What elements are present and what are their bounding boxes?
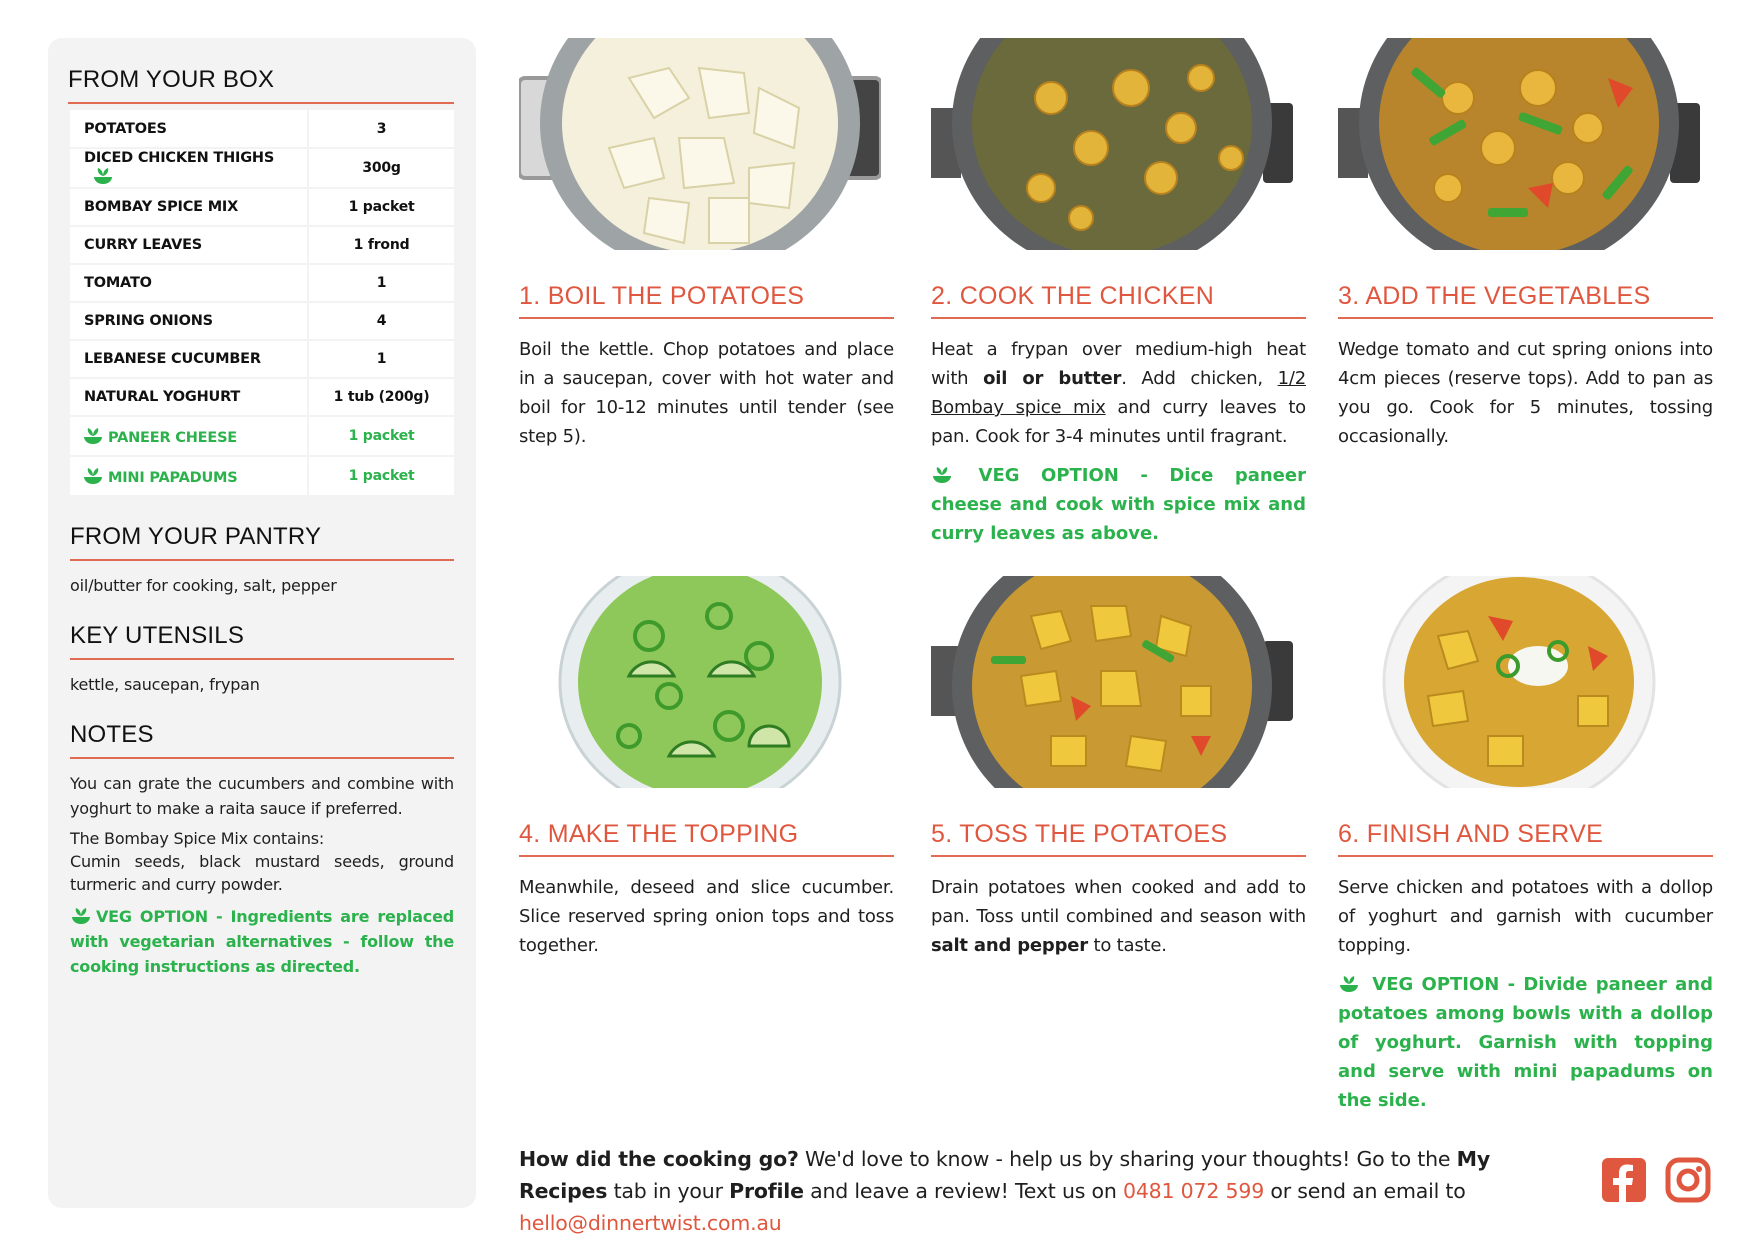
notes-veg-text: VEG OPTION - Ingredients are replaced with vegetarian alternatives - follow the cooking instructions as directed. <box>70 907 454 976</box>
ingredient-name <box>70 188 308 226</box>
step-3-photo <box>1338 38 1700 250</box>
veg-leaf-icon <box>931 465 953 485</box>
ingredient-qty: 1 packet <box>308 188 454 226</box>
step-6-body: Serve chicken and potatoes with a dollop of yoghurt and garnish with cucumber topping. <box>1338 877 1713 956</box>
step-2-veg-option <box>931 461 1306 548</box>
footer-question: How did the cooking go? <box>519 1147 799 1171</box>
ingredient-name <box>70 340 308 378</box>
ingredient-qty: 1 packet <box>308 456 454 496</box>
veg-leaf-icon <box>82 466 104 486</box>
step-5-text-b: to taste. <box>1087 935 1167 956</box>
ingredient-name-text: CURRY LEAVES <box>84 237 203 253</box>
footer-text-2: tab in your <box>607 1179 730 1203</box>
box-heading: FROM YOUR BOX <box>68 66 454 104</box>
ingredient-row <box>70 456 454 496</box>
ingredient-qty: 1 frond <box>308 226 454 264</box>
pantry-heading: FROM YOUR PANTRY <box>70 523 454 561</box>
footer-text-3: and leave a review! Text us on <box>803 1179 1123 1203</box>
ingredient-name-text: TOMATO <box>84 275 152 291</box>
ingredient-qty: 1 tub (200g) <box>308 378 454 416</box>
step-1-title: 1. BOIL THE POTATOES <box>519 282 894 319</box>
step-2-text-b: . Add chicken, <box>1121 368 1278 389</box>
facebook-icon[interactable] <box>1601 1157 1647 1203</box>
ingredient-name <box>70 416 308 456</box>
ingredient-qty: 3 <box>308 110 454 148</box>
pantry-text: oil/butter for cooking, salt, pepper <box>70 576 337 595</box>
ingredient-name <box>70 302 308 340</box>
footer-my-recipes: My Recipes <box>519 1147 1491 1203</box>
step-2 <box>931 38 1306 548</box>
ingredient-name-text: SPRING ONIONS <box>84 313 213 329</box>
ingredient-name-text: NATURAL YOGHURT <box>84 389 241 405</box>
step-2-spice-mix: 1/2 Bombay spice mix <box>931 368 1306 418</box>
veg-leaf-icon <box>1338 974 1360 994</box>
ingredient-row <box>70 226 454 264</box>
step-2-photo <box>931 38 1293 250</box>
step-3 <box>1338 38 1713 451</box>
feedback-footer <box>519 1143 1584 1239</box>
ingredient-name <box>70 110 308 148</box>
ingredient-qty: 300g <box>308 148 454 188</box>
ingredient-qty: 1 <box>308 264 454 302</box>
footer-profile: Profile <box>729 1179 804 1203</box>
ingredient-row <box>70 378 454 416</box>
step-6-photo <box>1338 576 1700 788</box>
step-4-title: 4. MAKE THE TOPPING <box>519 820 894 857</box>
ingredient-row <box>70 302 454 340</box>
step-2-oil-butter: oil or butter <box>983 368 1122 389</box>
ingredient-name <box>70 148 308 188</box>
veg-leaf-icon <box>92 166 114 186</box>
step-1-photo <box>519 38 881 250</box>
step-2-text-c: and curry leaves to pan. Cook for 3-4 minutes until fragrant. <box>931 397 1306 447</box>
ingredient-row <box>70 148 454 188</box>
utensils-text: kettle, saucepan, frypan <box>70 675 260 694</box>
ingredient-name-text: MINI PAPADUMS <box>108 470 238 486</box>
ingredient-qty: 1 packet <box>308 416 454 456</box>
step-5 <box>931 576 1306 960</box>
footer-email-link[interactable]: hello@dinnertwist.com.au <box>519 1211 782 1235</box>
step-6-veg-option <box>1338 970 1713 1115</box>
ingredient-name <box>70 264 308 302</box>
step-3-body: Wedge tomato and cut spring onions into 4cm pieces (reserve tops). Add to pan as you go. Cook for 5 minutes, tossing occasionally. <box>1338 339 1713 447</box>
step-1-body: Boil the kettle. Chop potatoes and place in a saucepan, cover with hot water and boil for 10-12 minutes until tender (see step 5). <box>519 339 894 447</box>
ingredient-name <box>70 226 308 264</box>
ingredient-qty: 4 <box>308 302 454 340</box>
step-5-text-a: Drain potatoes when cooked and add to pan. Toss until combined and season with <box>931 877 1306 927</box>
veg-leaf-icon <box>82 426 104 446</box>
notes-spice-heading: The Bombay Spice Mix contains: <box>70 829 325 848</box>
veg-leaf-icon <box>70 906 92 926</box>
step-1 <box>519 38 894 451</box>
ingredient-name-text: DICED CHICKEN THIGHS <box>84 150 275 166</box>
footer-text-4: or send an email to <box>1264 1179 1466 1203</box>
ingredient-name-text: LEBANESE CUCUMBER <box>84 351 261 367</box>
instagram-icon[interactable] <box>1665 1157 1711 1203</box>
step-5-photo <box>931 576 1293 788</box>
ingredient-name <box>70 456 308 496</box>
ingredient-row <box>70 188 454 226</box>
ingredient-row <box>70 416 454 456</box>
step-2-title: 2. COOK THE CHICKEN <box>931 282 1306 319</box>
step-5-salt-pepper: salt and pepper <box>931 935 1088 956</box>
step-5-title: 5. TOSS THE POTATOES <box>931 820 1306 857</box>
ingredient-row <box>70 110 454 148</box>
notes-spice-mix <box>70 827 454 896</box>
step-2-body <box>931 335 1306 451</box>
notes-heading: NOTES <box>70 721 454 759</box>
step-4 <box>519 576 894 960</box>
step-6-title: 6. FINISH AND SERVE <box>1338 820 1713 857</box>
ingredient-name-text: PANEER CHEESE <box>108 430 238 446</box>
step-2-veg-text: VEG OPTION - Dice paneer cheese and cook with spice mix and curry leaves as above. <box>931 465 1306 544</box>
ingredient-row <box>70 340 454 378</box>
ingredient-name-text: POTATOES <box>84 120 167 137</box>
footer-text-1: We'd love to know - help us by sharing your thoughts! Go to the <box>798 1147 1457 1171</box>
ingredient-qty: 1 <box>308 340 454 378</box>
ingredients-table <box>70 110 454 497</box>
ingredients-panel <box>48 38 476 1208</box>
ingredient-name <box>70 378 308 416</box>
step-4-photo <box>519 576 881 788</box>
step-6 <box>1338 576 1713 1115</box>
ingredient-name-text: BOMBAY SPICE MIX <box>84 199 239 215</box>
step-4-body: Meanwhile, deseed and slice cucumber. Slice reserved spring onion tops and toss together. <box>519 877 894 956</box>
step-6-veg-text: VEG OPTION - Divide paneer and potatoes among bowls with a dollop of yoghurt. Garnish with topping and serve with mini papadums on the side. <box>1338 974 1713 1111</box>
step-2-text-a: Heat a frypan over medium-high heat with <box>931 339 1306 389</box>
utensils-heading: KEY UTENSILS <box>70 622 454 660</box>
footer-phone-link[interactable]: 0481 072 599 <box>1123 1179 1265 1203</box>
notes-spice-contents: Cumin seeds, black mustard seeds, ground turmeric and curry powder. <box>70 852 454 894</box>
notes-raita: You can grate the cucumbers and combine with yoghurt to make a raita sauce if preferred. <box>70 774 454 818</box>
step-5-body <box>931 873 1306 960</box>
step-3-title: 3. ADD THE VEGETABLES <box>1338 282 1713 319</box>
ingredient-row <box>70 264 454 302</box>
notes-veg-option <box>70 904 454 979</box>
